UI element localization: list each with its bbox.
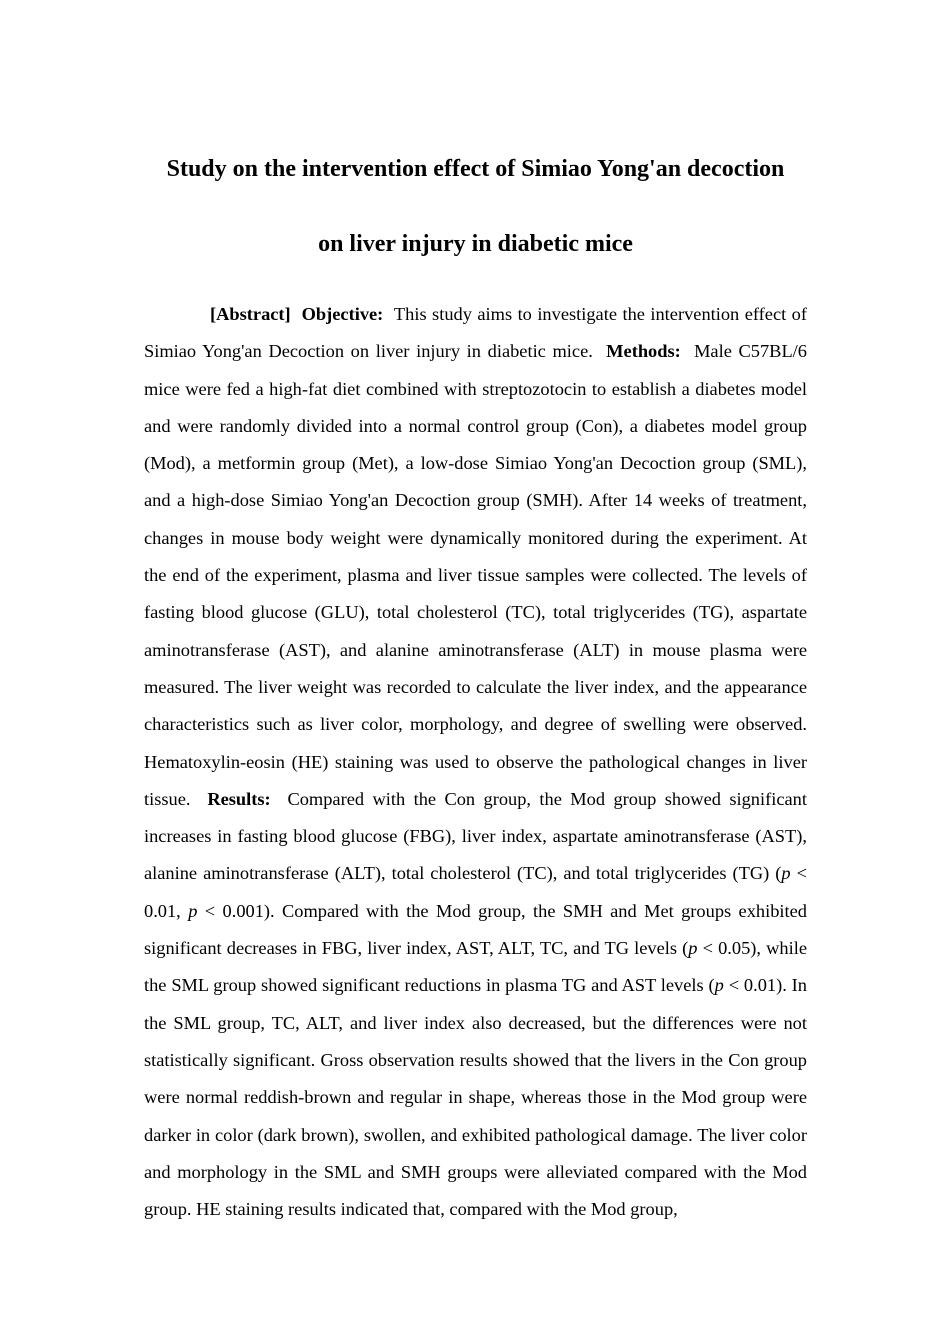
results-label: Results:: [207, 788, 271, 809]
p-value-symbol: p: [781, 863, 791, 884]
methods-label: Methods:: [606, 341, 681, 362]
p-value-symbol: p: [688, 938, 698, 959]
methods-text: Male C57BL/6 mice were fed a high-fat diet combined with streptozotocin to establish a diabetes model and were randomly divided into a normal control group (Con), a diabetes model group (Mod), a metformin group (Met), a low-dose Simiao Yong'an Decoction group (SML), and a high-dose Simiao Yong'an Decoction group (SMH). After 14 weeks of treatment, changes in mouse body weight were dynamically monitored during the experiment. At the end of the experiment, plasma and liver tissue samples were collected. The levels of fasting blood glucose (GLU), total cholesterol (TC), total triglycerides (TG), aspartate aminotransferase (AST), and alanine aminotransferase (ALT) in mouse plasma were measured. The liver weight was recorded to calculate the liver index, and the appearance characteristics such as liver color, morphology, and degree of swelling were observed. Hematoxylin-eosin (HE) staining was used to observe the pathological changes in liver tissue.: [144, 341, 807, 809]
objective-label: Objective:: [301, 304, 384, 324]
results-text-2: < 0.01,: [144, 863, 807, 921]
title-line-1: Study on the intervention effect of Simiao Yong'an decoction: [166, 156, 785, 182]
paper-page: [144, 132, 807, 1228]
abstract-paragraph: [144, 296, 807, 1228]
results-text-5: < 0.01). In the SML group, TC, ALT, and liver index also decreased, but the differences were not statistically significant. Gross observation results showed that the livers in the Con group were normal reddish-brown and regular in shape, whereas those in the Mod group were darker in color (dark brown), swollen, and exhibited pathological damage. The liver color and morphology in the SML and SMH groups were alleviated compared with the Mod group. HE staining results indicated that, compared with the Mod group,: [144, 975, 807, 1220]
abstract-label: [Abstract]: [210, 304, 291, 324]
results-text-4: < 0.05), while the SML group showed significant reductions in plasma TG and AST levels (: [144, 938, 808, 996]
title-line-2: on liver injury in diabetic mice: [318, 231, 633, 257]
objective-text: This study aims to investigate the intervention effect of Simiao Yong'an Decoction on liver injury in diabetic mice.: [144, 304, 807, 362]
results-text-1: Compared with the Con group, the Mod group showed significant increases in fasting blood glucose (FBG), liver index, aspartate aminotransferase (AST), alanine aminotransferase (ALT), total cholesterol (TC), and total triglycerides (TG) (: [144, 788, 807, 884]
p-value-symbol: p: [714, 975, 724, 996]
p-value-symbol: p: [188, 900, 198, 921]
paper-title: [144, 132, 807, 282]
results-text-3: < 0.001). Compared with the Mod group, the SMH and Met groups exhibited significant decreases in FBG, liver index, AST, ALT, TC, and TG levels (: [144, 900, 807, 959]
